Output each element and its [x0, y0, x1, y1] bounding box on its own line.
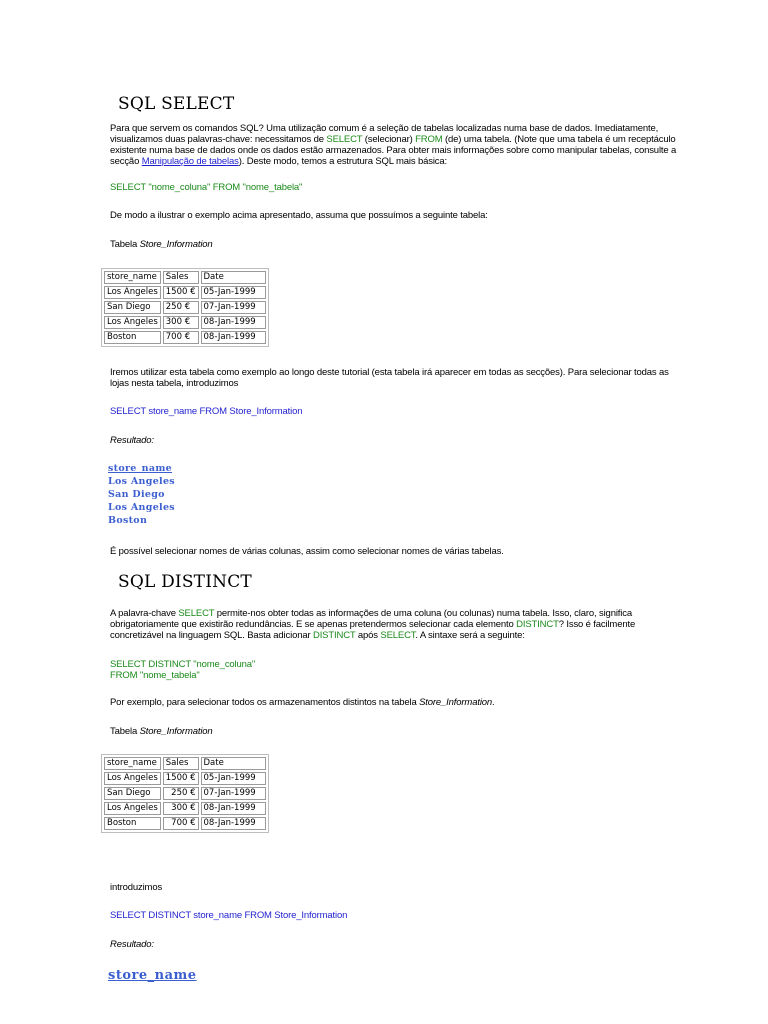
intro2-text: introduzimos: [110, 882, 163, 893]
store-information-table: [101, 268, 269, 347]
table-header: store_name: [104, 271, 161, 284]
table-cell: 1500 €: [163, 772, 199, 785]
list-item: Los Angeles: [108, 502, 175, 513]
table-cell: 05-Jan-1999: [201, 286, 266, 299]
select-syntax: SELECT "nome_coluna" FROM "nome_tabela": [110, 182, 303, 193]
table-header-row: [104, 271, 266, 284]
keyword-from: FROM: [415, 134, 443, 145]
table-row: [104, 772, 266, 785]
table-row: [104, 817, 266, 830]
table-header: Date: [201, 757, 266, 770]
distinct-intro-paragraph: A palavra-chave SELECT permite-nos obter todas as informações de uma coluna (ou colunas) numa tabela. Isso, claro, significa obrigatoriamente que existirão redundâncias. E se apenas pretendermos selecionar cada elemento DISTINCT? Isso é facilmente concretizável na linguagem SQL. Basta adicionar DISTINCT após SELECT. A sintaxe será a seguinte:: [110, 608, 636, 641]
keyword-select: SELECT: [380, 630, 416, 641]
result-label: Resultado:: [110, 435, 154, 446]
section-title-select: SQL SELECT: [118, 94, 235, 114]
table-header-row: [104, 757, 266, 770]
keyword-select: SELECT: [326, 134, 363, 145]
table-cell: Los Angeles: [104, 316, 161, 329]
table-row: [104, 286, 266, 299]
store-information-table-2: [101, 754, 269, 833]
table-cell: 300 €: [163, 802, 199, 815]
table-cell: 250 €: [163, 787, 199, 800]
keyword-distinct: DISTINCT: [516, 619, 559, 630]
distinct-syntax: SELECT DISTINCT "nome_coluna" FROM "nome_tabela": [110, 659, 256, 681]
distinct-query: SELECT DISTINCT store_name FROM Store_Information: [110, 910, 348, 921]
result-header-2: store_name: [108, 968, 197, 983]
table-row: [104, 301, 266, 314]
table-header: Sales: [163, 757, 199, 770]
table-cell: 08-Jan-1999: [201, 331, 266, 344]
table-cell: 1500 €: [163, 286, 199, 299]
table-cell: 07-Jan-1999: [201, 787, 266, 800]
table-cell: San Diego: [104, 787, 161, 800]
table-cell: 08-Jan-1999: [201, 817, 266, 830]
table-header: store_name: [104, 757, 161, 770]
table-row: [104, 802, 266, 815]
table-cell: Los Angeles: [104, 802, 161, 815]
table-row: [104, 787, 266, 800]
table-cell: Los Angeles: [104, 772, 161, 785]
list-item: Boston: [108, 515, 148, 526]
select-query: SELECT store_name FROM Store_Information: [110, 406, 303, 417]
list-item: San Diego: [108, 489, 165, 500]
table-row: [104, 316, 266, 329]
result-label-2: Resultado:: [110, 939, 154, 950]
table-cell: 05-Jan-1999: [201, 772, 266, 785]
distinct-example-text: Por exemplo, para selecionar todos os armazenamentos distintos na tabela Store_Information.: [110, 697, 495, 708]
table-cell: 08-Jan-1999: [201, 316, 266, 329]
table-cell: 250 €: [163, 301, 199, 314]
list-item: Los Angeles: [108, 476, 175, 487]
table-cell: 300 €: [163, 316, 199, 329]
table-caption-2: Tabela Store_Information: [110, 726, 213, 737]
closing-text: É possível selecionar nomes de várias colunas, assim como selecionar nomes de várias tabelas.: [110, 546, 504, 557]
section-title-distinct: SQL DISTINCT: [118, 572, 252, 592]
keyword-select: SELECT: [178, 608, 215, 619]
table-cell: Boston: [104, 331, 161, 344]
example-text: De modo a ilustrar o exemplo acima apresentado, assuma que possuímos a seguinte tabela:: [110, 210, 488, 221]
table-cell: 700 €: [163, 817, 199, 830]
table-header: Sales: [163, 271, 199, 284]
table-row: [104, 331, 266, 344]
table-cell: 08-Jan-1999: [201, 802, 266, 815]
usage-paragraph: Iremos utilizar esta tabela como exemplo ao longo deste tutorial (esta tabela irá aparecer em todas as secções). Para selecionar todas as lojas nesta tabela, introduzimos: [110, 367, 669, 389]
select-intro-paragraph: Para que servem os comandos SQL? Uma utilização comum é a seleção de tabelas localizadas numa base de dados. Imediatamente, visualizamos duas palavras-chave: necessitamos de SELECT (selecionar) FROM (de) uma tabela. (Note que uma tabela é um receptáculo existente numa base de dados onde os dados estão armazenados. Para obter mais informações sobre como manipular tabelas, consulte a secção Manipulação de tabelas). Deste modo, temos a estrutura SQL mais básica:: [110, 123, 677, 167]
result-header: store_name: [108, 463, 173, 474]
table-cell: Los Angeles: [104, 286, 161, 299]
table-caption: Tabela Store_Information: [110, 239, 213, 250]
link-manipulacao-tabelas[interactable]: Manipulação de tabelas: [141, 156, 239, 167]
table-cell: 07-Jan-1999: [201, 301, 266, 314]
table-cell: 700 €: [163, 331, 199, 344]
keyword-distinct: DISTINCT: [312, 630, 356, 641]
table-header: Date: [201, 271, 266, 284]
table-cell: San Diego: [104, 301, 161, 314]
result-list: [108, 462, 175, 527]
table-cell: Boston: [104, 817, 161, 830]
